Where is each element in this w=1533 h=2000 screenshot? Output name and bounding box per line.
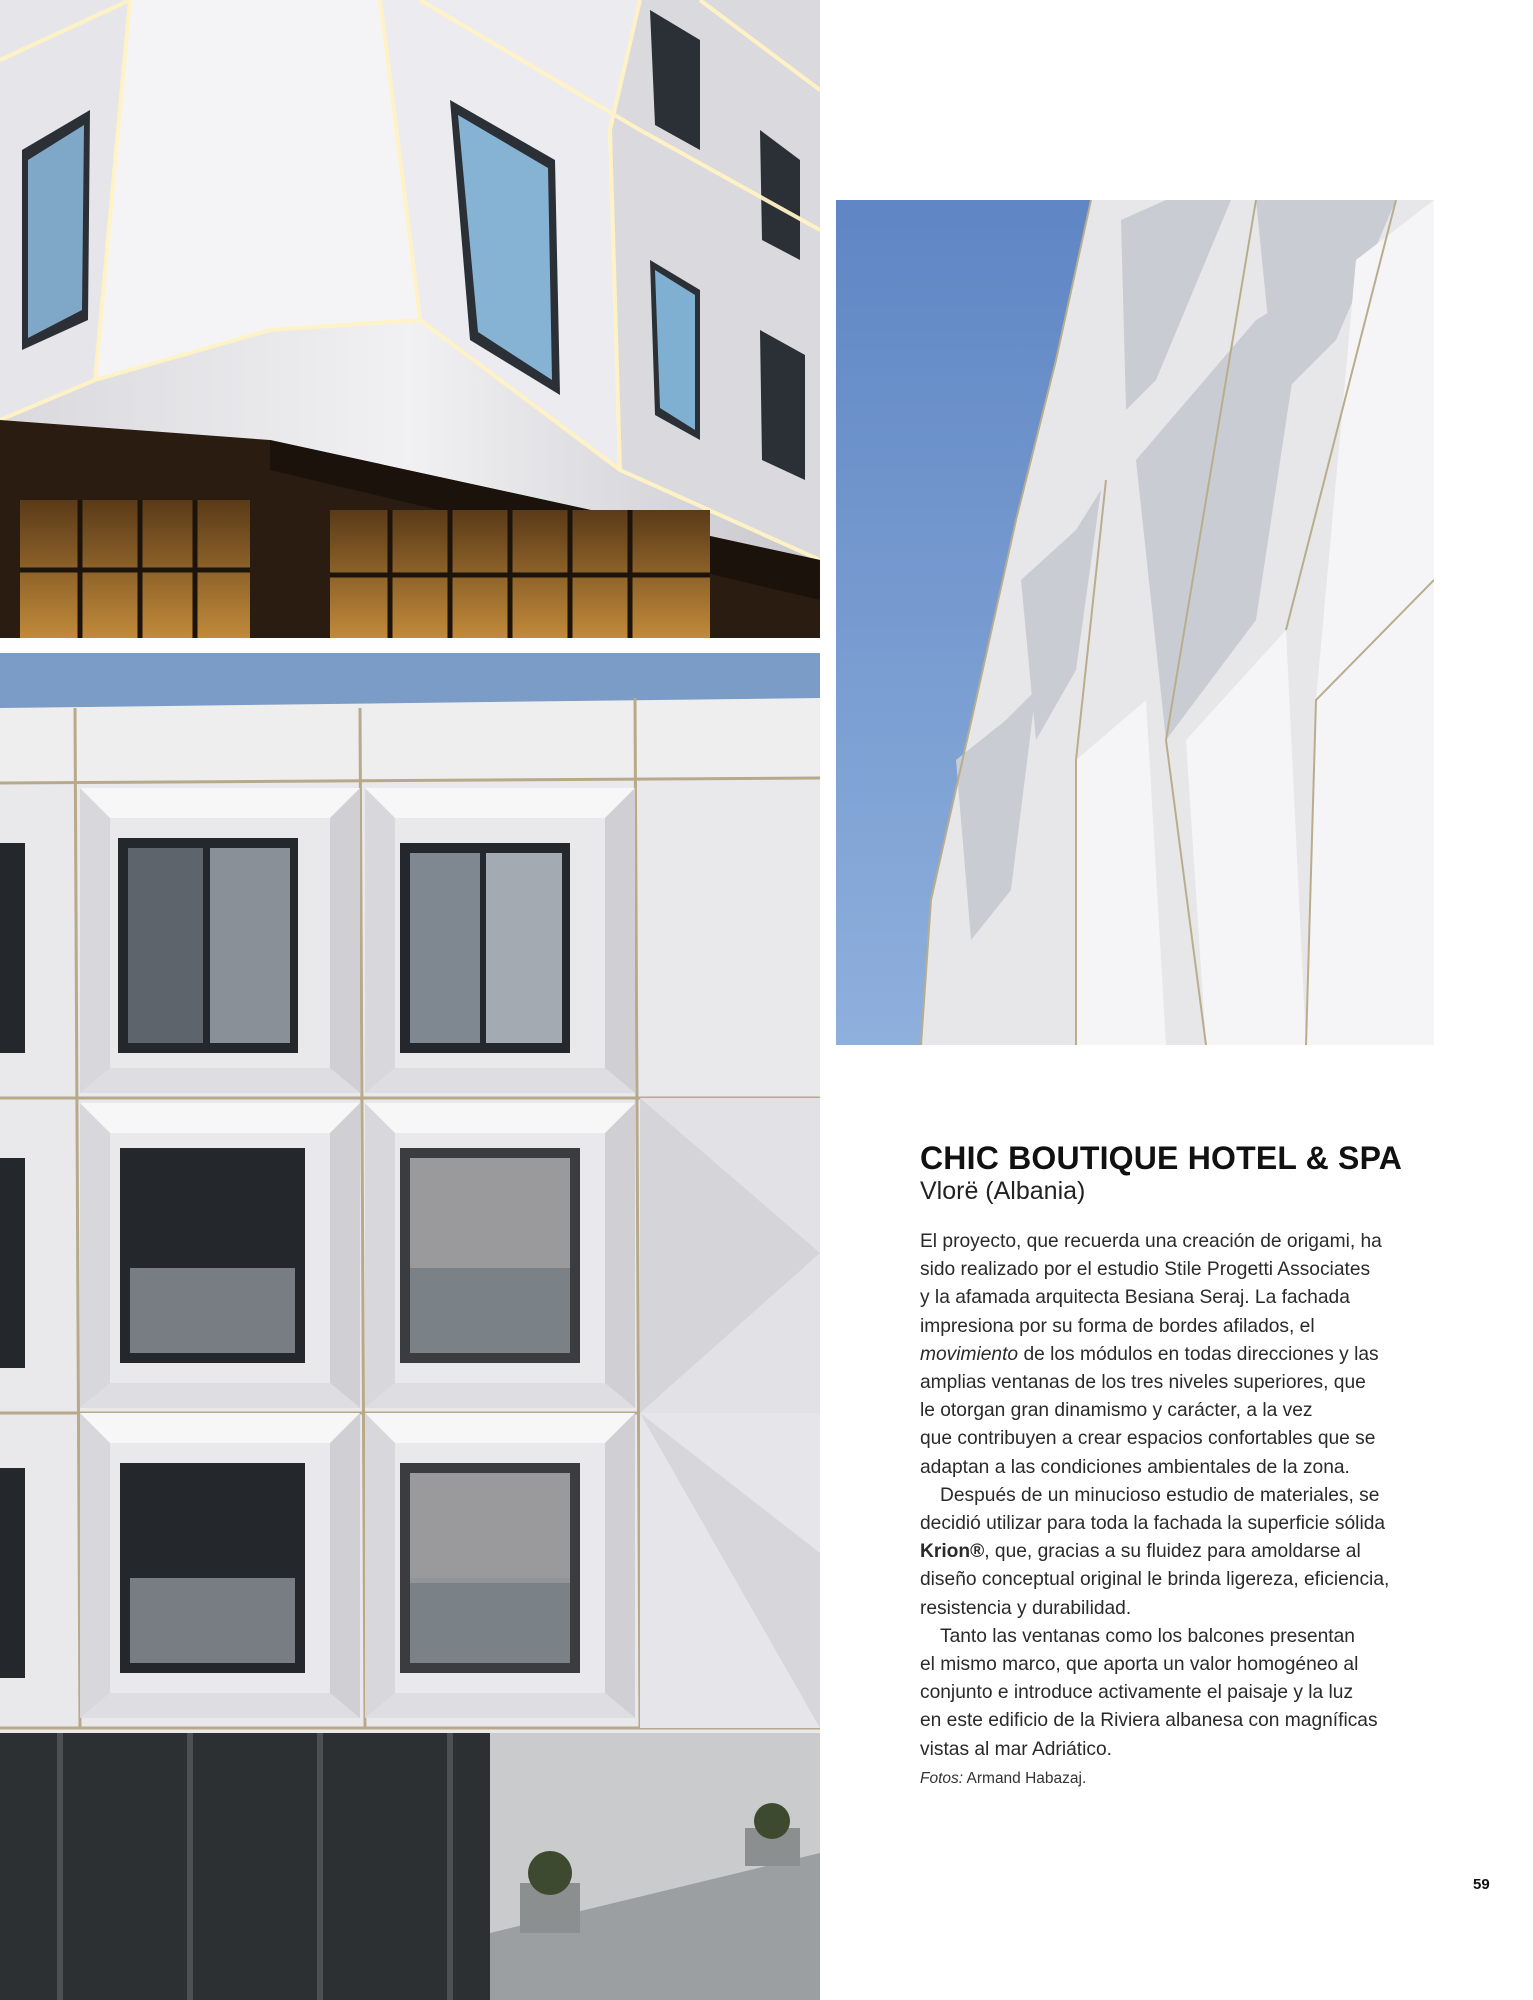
text-line: sido realizado por el estudio Stile Progetti Associates	[920, 1259, 1371, 1281]
text-line: el mismo marco, que aporta un valor homogéneo al	[920, 1654, 1359, 1676]
article-body	[920, 1228, 1440, 1764]
text-line	[920, 1538, 1440, 1566]
text-line: impresiona por su forma de bordes afilados, el	[920, 1315, 1315, 1337]
article-title: CHIC BOUTIQUE HOTEL & SPA	[920, 1140, 1403, 1176]
paragraph-1	[920, 1228, 1440, 1482]
text-line: amplias ventanas de los tres niveles superiores, que	[920, 1372, 1366, 1394]
article-location: Vlorë (Albania)	[920, 1177, 1086, 1205]
paragraph-3	[920, 1623, 1440, 1764]
text-line: Después de un minucioso estudio de materiales, se	[940, 1484, 1380, 1506]
text-line: Tanto las ventanas como los balcones presentan	[940, 1625, 1355, 1647]
text-fragment: , que, gracias a su fluidez para amoldarse al	[984, 1541, 1361, 1563]
text-line: adaptan a las condiciones ambientales de la zona.	[920, 1456, 1350, 1478]
article	[920, 1140, 1440, 1788]
text-line: resistencia y durabilidad.	[920, 1597, 1132, 1619]
photo-hotel-corner-night	[0, 0, 820, 638]
text-fragment: de los módulos en todas direcciones y las	[1018, 1343, 1379, 1365]
text-line: en este edificio de la Riviera albanesa con magníficas	[920, 1710, 1378, 1732]
credit-name: Armand Habazaj.	[963, 1769, 1087, 1787]
text-line: que contribuyen a crear espacios confortables que se	[920, 1428, 1376, 1450]
photo-hotel-facade-day	[0, 653, 820, 2000]
brand-name: Krion®	[920, 1541, 985, 1563]
text-line: conjunto e introduce activamente el paisaje y la luz	[920, 1682, 1354, 1704]
page-number: 59	[1473, 1876, 1490, 1893]
photo-hotel-facade-perspective	[836, 200, 1434, 1045]
text-line: decidió utilizar para toda la fachada la superficie sólida	[920, 1513, 1386, 1535]
credit-label: Fotos:	[920, 1769, 964, 1787]
italic-word: movimiento	[920, 1343, 1019, 1365]
text-line: y la afamada arquitecta Besiana Seraj. La fachada	[920, 1287, 1350, 1309]
text-line: El proyecto, que recuerda una creación de origami, ha	[920, 1231, 1382, 1252]
text-line: vistas al mar Adriático.	[920, 1738, 1112, 1760]
text-line: le otorgan gran dinamismo y carácter, a la vez	[920, 1400, 1313, 1422]
text-line	[920, 1341, 1440, 1369]
text-line: diseño conceptual original le brinda ligereza, eficiencia,	[920, 1569, 1390, 1591]
paragraph-2	[920, 1482, 1440, 1623]
photo-credit	[920, 1770, 1440, 1788]
